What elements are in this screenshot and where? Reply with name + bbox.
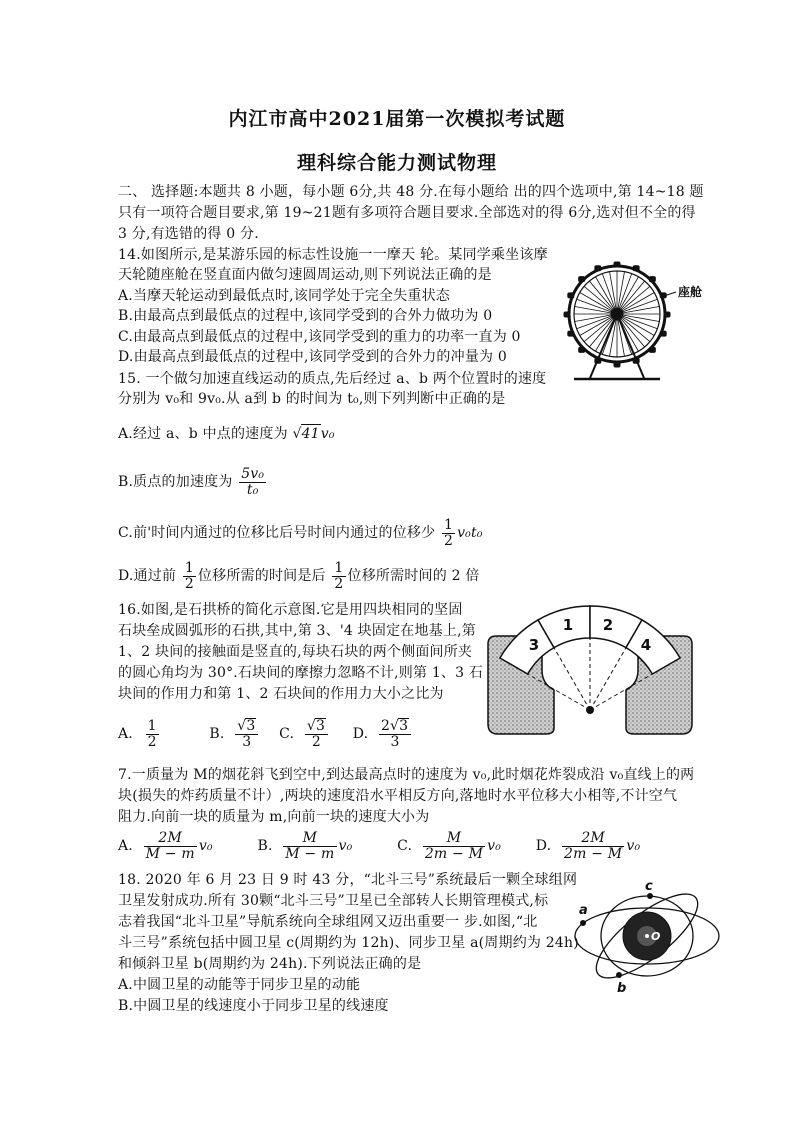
cabin-shape — [614, 262, 620, 267]
radicand: 3 — [315, 718, 326, 734]
q18-stem: 和倾斜卫星 b(周期约为 24h).下列说法正确的是 — [118, 956, 422, 972]
numerator: M — [283, 831, 336, 847]
option-label: A. — [118, 838, 133, 854]
orbit-label-a: a — [579, 903, 588, 918]
cabin-shape — [579, 277, 585, 282]
variable: v₀ — [487, 838, 502, 854]
q15-option-d — [118, 558, 480, 594]
q14-stem: 14.如图所示,是某游乐园的标志性设施一一摩天 轮。某同学乘坐该摩 — [118, 247, 548, 263]
section-instruction-line: 只有一项符合题目要求,第 19~21题有多项符合题目要求.全部选对的得 6分,选对但不全的得 — [118, 205, 696, 221]
fraction — [283, 831, 336, 862]
q14-option-d: D.由最高点到最低点的过程中,该同学受到的合外力的冲量为 0 — [118, 349, 507, 365]
denominator: 2 — [311, 734, 321, 750]
q16-stem: 块间的作用力和第 1、2 石块间的作用力大小之比为 — [118, 686, 444, 702]
stone-label: 3 — [528, 636, 540, 654]
numerator: 5v₀ — [241, 465, 265, 482]
stone-arch-figure — [484, 600, 696, 736]
fraction — [332, 561, 345, 592]
numerator: 1 — [334, 559, 344, 576]
denominator: 2 — [147, 733, 157, 750]
radicand: 3 — [246, 718, 256, 734]
denominator: M − m — [145, 845, 195, 862]
variable: v₀ — [320, 426, 335, 442]
cabin-shape — [660, 293, 666, 298]
satellite-orbit-figure — [565, 878, 725, 998]
page-title: 内江市高中2021届第一次模拟考试题 — [228, 108, 566, 130]
denominator: 2m − M — [424, 845, 484, 862]
q18-stem: 卫星发射成功.所有 30颗“北斗三号”卫星已全部转人长期管理模式,标 — [118, 893, 549, 909]
q14-stem: 天轮随座舱在竖直面内做匀速圆周运动,则下列说法正确的是 — [118, 267, 492, 283]
q17-stem: 块(损失的炸药质量不计）,两块的速度沿水平相反方向,落地时水平位移大小相等,不计空气 — [118, 788, 678, 804]
q15-stem: 15. 一个做匀加速直线运动的质点,先后经过 a、b 两个位置时的速度 — [118, 371, 547, 387]
q15-option-d-text: 位移所需的时间是后 — [197, 568, 326, 584]
fraction — [442, 518, 455, 549]
q14-option-c: C.由最高点到最低点的过程中,该同学受到的重力的功率一直为 0 — [118, 329, 521, 345]
stone-label: 2 — [602, 616, 614, 634]
option-label: C. — [397, 838, 413, 854]
denominator: 3 — [390, 734, 400, 750]
cabin-shape — [568, 331, 574, 336]
section-instruction-line: 3 分,有选错的得 0 分. — [118, 226, 259, 242]
variable: v₀t₀ — [457, 525, 483, 541]
numerator: M — [423, 831, 485, 847]
denominator: 2m − M — [563, 845, 623, 862]
numerator: 2M — [562, 831, 624, 847]
q15-option-c — [118, 515, 483, 551]
cabin-shape — [564, 312, 570, 317]
q16-options — [118, 716, 413, 752]
cabin-shape — [595, 266, 601, 271]
cabin-shape — [633, 358, 639, 363]
q18-stem: 志着我国“北斗卫星”导航系统向全球组网又迈出重要一 步.如图,“北 — [118, 914, 538, 930]
q16-stem: 的圆心角均为 30°.石块间的摩擦力忽略不计,则第 1、3 石 — [118, 665, 484, 681]
q15-option-b-text: B.质点的加速度为 — [118, 474, 233, 490]
cabin-shape — [614, 362, 620, 367]
cabin-label: 座舱 — [678, 285, 703, 299]
cabin-shape — [579, 347, 585, 352]
q14-option-b: B.由最高点到最低点的过程中,该同学受到的合外力做功为 0 — [118, 308, 493, 324]
denominator: 2 — [443, 532, 454, 549]
orbit-label-b: b — [617, 981, 627, 996]
fraction: $\frac{2√3}{3}$ — [379, 718, 411, 750]
fraction — [144, 831, 197, 862]
q18-stem: 斗三号”系统包括中圆卫星 c(周期约为 12h)、同步卫星 a(周期约为 24h) — [118, 935, 579, 951]
radicand: 3 — [399, 718, 409, 734]
cabin-shape — [660, 331, 666, 336]
option-label: B. — [257, 838, 273, 854]
fraction — [146, 719, 159, 750]
q17-stem: 7.一质量为 M的烟花斜飞到空中,到达最高点时的速度为 v₀,此时烟花炸裂成沿 v₀直线上的两 — [118, 767, 695, 783]
page-subtitle: 理科综合能力测试物理 — [296, 152, 497, 174]
cabin-shape — [568, 293, 574, 298]
earth-center-label: O — [651, 930, 661, 943]
stone-label: 1 — [562, 616, 574, 634]
q17-stem: 阻力.向前一块的质量为 m,向前一块的速度大小为 — [118, 809, 430, 825]
q15-option-d-text: D.通过前 — [118, 568, 177, 584]
fraction: $\frac{√3}{2}$ — [305, 718, 328, 750]
sqrt-expression: √41 — [292, 426, 320, 442]
variable: v₀ — [198, 838, 213, 854]
denominator: 2 — [334, 575, 344, 592]
option-label: A. — [118, 726, 133, 742]
q16-stem: 石块垒成圆弧形的石拱,其中,第 3、'4 块固定在地基上,第 — [118, 623, 476, 639]
q15-option-a-text: A.经过 a、b 中点的速度为 — [118, 426, 288, 442]
variable: v₀ — [626, 838, 641, 854]
cabin-shape — [649, 347, 655, 352]
fraction — [423, 831, 485, 862]
section-instruction-line: 二、 选择题:本题共 8 小题，每小题 6分,共 48 分.在每小题给 出的四个选项中,第 14~18 题 — [118, 184, 704, 200]
q15-option-d-text: 位移所需时间的 2 倍 — [347, 568, 480, 584]
q18-option-a: A.中圆卫星的动能等于同步卫星的动能 — [118, 977, 361, 993]
cabin-shape — [633, 266, 639, 271]
q16-stem: 1、2 块间的接触面是竖直的,每块石块的两个侧面间所夹 — [118, 644, 473, 660]
q16-stem: 16.如图,是石拱桥的简化示意图.它是用四块相同的坚固 — [118, 602, 463, 618]
q15-option-c-text: C.前'时间内通过的位移比后号时间内通过的位移少 — [118, 525, 436, 541]
q14-option-a: A.当摩天轮运动到最低点时,该同学处于完全失重状态 — [118, 288, 451, 304]
option-label: D. — [352, 726, 369, 742]
coefficient: 2 — [380, 718, 391, 734]
radicand: 41 — [301, 426, 320, 442]
option-label: B. — [209, 726, 225, 742]
q15-option-a — [118, 424, 335, 443]
cabin-shape — [664, 312, 670, 317]
numerator: 1 — [147, 717, 157, 734]
fraction — [183, 561, 196, 592]
q15-stem: 分别为 v₀和 9v₀.从 a到 b 的时间为 t₀,则下列判断中正确的是 — [118, 391, 506, 407]
denominator: t₀ — [246, 481, 259, 498]
numerator: 1 — [443, 516, 454, 533]
cabin-shape — [595, 358, 601, 363]
denominator: M − m — [285, 845, 335, 862]
numerator: 1 — [184, 559, 194, 576]
fraction — [239, 467, 266, 498]
denominator: 2 — [184, 575, 194, 592]
fraction — [562, 831, 624, 862]
q18-option-b: B.中圆卫星的线速度小于同步卫星的线速度 — [118, 998, 389, 1014]
ferris-wheel-figure — [560, 256, 720, 388]
q18-stem: 18. 2020 年 6 月 23 日 9 时 43 分，“北斗三号”系统最后一颗全球组网 — [118, 872, 578, 888]
orbit-label-c: c — [645, 879, 653, 894]
cabin-shape — [649, 277, 655, 282]
numerator: 2M — [144, 831, 197, 847]
option-label: C. — [279, 726, 295, 742]
variable: v₀ — [338, 838, 353, 854]
denominator: 3 — [242, 734, 252, 750]
q17-options — [118, 828, 640, 864]
option-label: D. — [535, 838, 552, 854]
stone-label: 4 — [640, 636, 652, 654]
q15-option-b — [118, 464, 268, 500]
fraction: $\frac{√3}{3}$ — [235, 718, 258, 750]
